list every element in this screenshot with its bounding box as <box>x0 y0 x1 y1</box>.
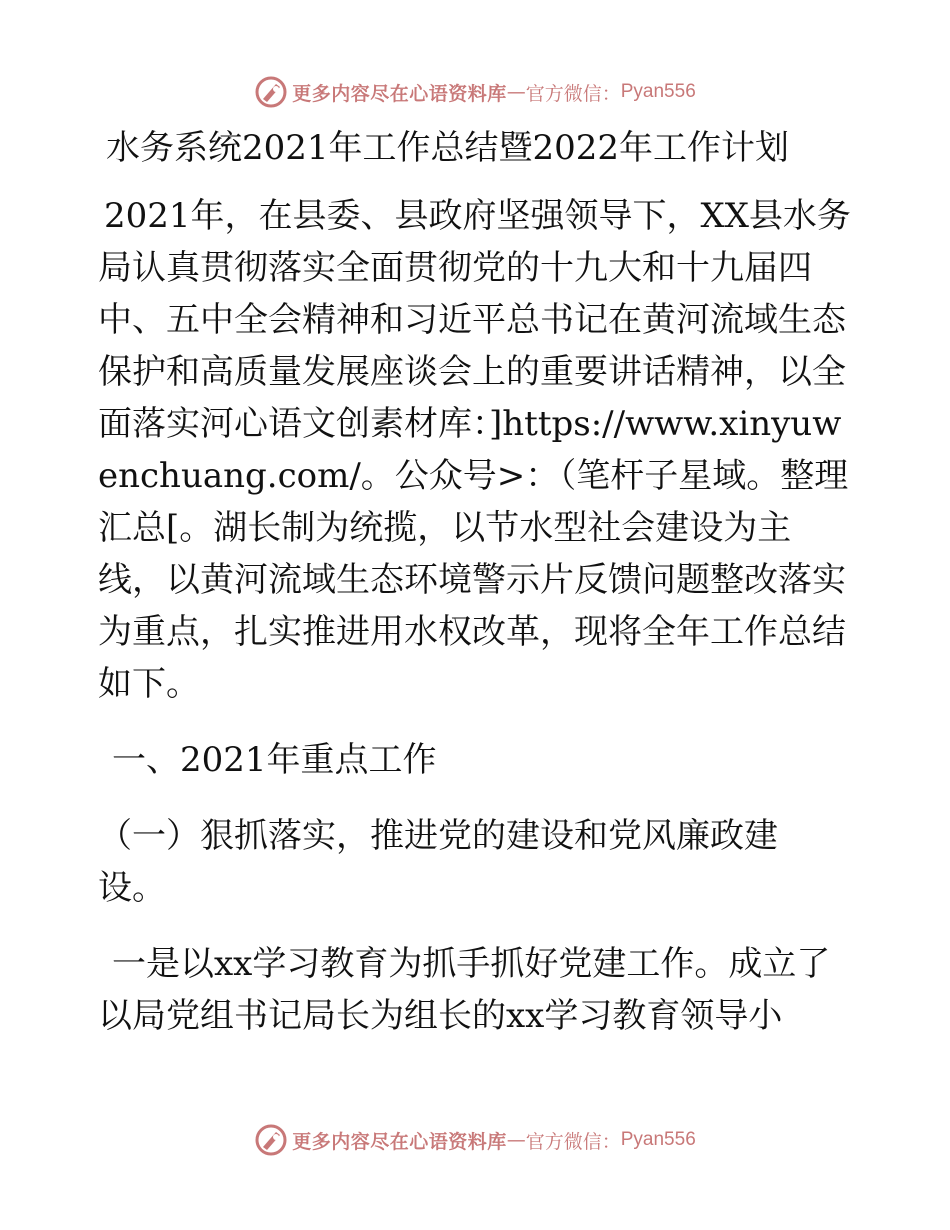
body-paragraph: 一是以xx学习教育为抓手抓好党建工作。成立了以局党组书记局长为组长的xx学习教育领导小 <box>98 944 831 1036</box>
wechat-id: Pyan556 <box>620 1129 696 1150</box>
pen-logo-icon <box>254 1123 288 1157</box>
section-heading: 一、2021年重点工作 <box>112 740 437 780</box>
watermark-banner-top <box>0 72 950 112</box>
document-title: 水务系统2021年工作总结暨2022年工作计划 <box>106 128 790 168</box>
separator: — <box>506 81 526 103</box>
pen-logo-icon <box>254 75 288 109</box>
separator: — <box>506 1129 526 1151</box>
subsection-heading: （一）狠抓落实，推进党的建设和党风廉政建设。 <box>98 816 778 908</box>
brand-text: 更多内容尽在心语资料库 <box>292 82 507 105</box>
wechat-label: 官方微信： <box>525 82 621 105</box>
brand-text: 更多内容尽在心语资料库 <box>292 1130 507 1153</box>
wechat-label: 官方微信： <box>525 1130 621 1153</box>
wechat-id: Pyan556 <box>620 81 696 102</box>
watermark-banner-bottom <box>0 1120 950 1160</box>
intro-paragraph: 2021年，在县委、县政府坚强领导下，XX县水务局认真贯彻落实全面贯彻党的十九大和十九届四中、五中全会精神和习近平总书记在黄河流域生态保护和高质量发展座谈会上的重要讲话精神，以全面落实河心语文创素材库：]https://www.xinyuwenchuang.com/。公众号>：（笔杆子星域。整理汇总[。湖长制为统揽，以节水型社会建设为主线，以黄河流域生态环境警示片反馈问题整改落实为重点，扎实推进用水权改革，现将全年工作总结如下。 <box>98 196 851 704</box>
document-body <box>98 120 858 1042</box>
